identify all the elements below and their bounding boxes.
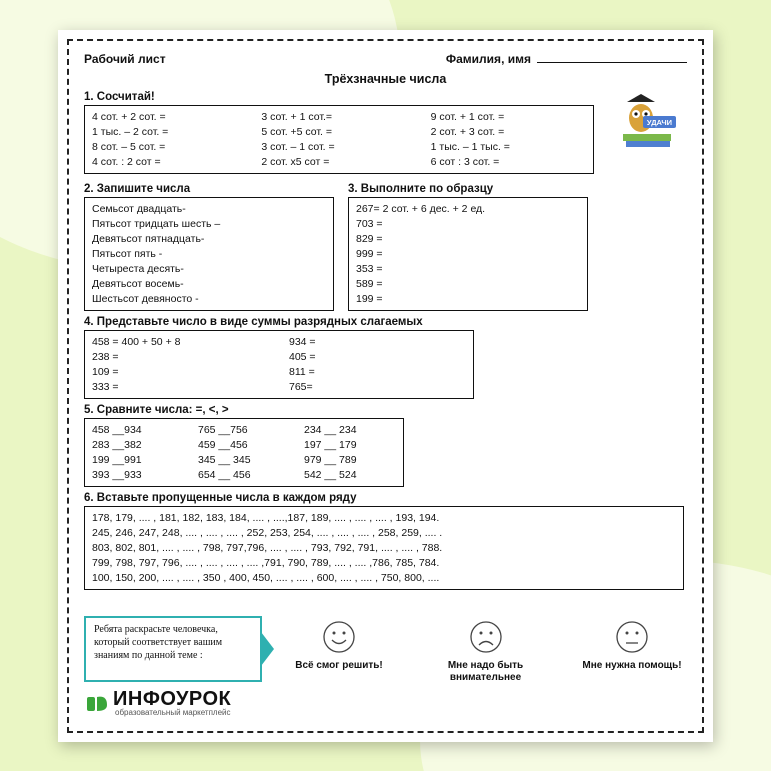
mood-option[interactable]: [431, 620, 541, 684]
task-item: 1 тыс. – 2 сот. =: [92, 126, 169, 138]
task-item: 199 =: [356, 293, 383, 305]
task-item: 199 __991: [92, 454, 142, 466]
task-item: 542 __ 524: [304, 469, 357, 481]
task-item: 8 сот. – 5 сот. =: [92, 141, 166, 153]
task-item: 803, 802, 801, .... , .... , 798, 797,796, .... , .... , 793, 792, 791, .... , .... , 788.: [92, 542, 443, 554]
mood-faces: [284, 620, 687, 684]
task-item: 458 = 400 + 50 + 8: [92, 336, 181, 348]
task-item: 2 сот. + 3 сот. =: [430, 126, 505, 138]
section-1-title: 1. Сосчитай!: [84, 91, 155, 103]
task-item: 589 =: [356, 278, 383, 290]
task-item: 459 __456: [198, 439, 248, 451]
section-3-box: [348, 197, 588, 311]
task-item: Шестьсот девяносто -: [92, 293, 199, 305]
infourok-logo: [86, 688, 231, 717]
badge-text: УДАЧИ: [646, 118, 673, 127]
task-item: 100, 150, 200, .... , .... , 350 , 400, 450, .... , .... , 600, .... , .... , 750, 800, ....: [92, 572, 440, 584]
self-assessment-panel: [84, 616, 687, 720]
task-item: 4 сот. + 2 сот. =: [92, 111, 166, 123]
task-item: 765 __756: [198, 424, 248, 436]
task-item: 3 сот. + 1 сот.=: [261, 111, 333, 123]
mood-option[interactable]: [577, 620, 687, 684]
task-item: 3 сот. – 1 сот. =: [261, 141, 335, 153]
task-item: Семьсот двадцать-: [92, 203, 186, 215]
section-3-title: 3. Выполните по образцу: [348, 183, 494, 195]
task-item: 5 сот. +5 сот. =: [261, 126, 333, 138]
mood-caption: Мне надо быть внимательнее: [447, 660, 524, 683]
leaf-logo-icon: [86, 692, 108, 714]
sad-face-icon: [469, 620, 503, 654]
task-item: 353 =: [356, 263, 383, 275]
task-item: Пятьсот пять -: [92, 248, 163, 260]
task-item: 333 =: [92, 381, 119, 393]
section-1-box: [84, 105, 594, 174]
task-item: 4 сот. : 2 сот =: [92, 156, 161, 168]
task-item: 458 __934: [92, 424, 142, 436]
task-item: 109 =: [92, 366, 119, 378]
task-item: Пятьсот тридцать шесть –: [92, 218, 221, 230]
task-item: 283 __382: [92, 439, 142, 451]
mood-caption: Мне нужна помощь!: [582, 660, 682, 671]
task-item: 999 =: [356, 248, 383, 260]
section-6-box: [84, 506, 684, 590]
task-item: 405 =: [289, 351, 316, 363]
prompt-line: который соответствует вашим: [94, 637, 223, 648]
logo-tagline: образовательный маркетплейс: [115, 708, 231, 717]
student-name-field[interactable]: Фамилия, имя: [446, 52, 687, 66]
task-item: 703 =: [356, 218, 383, 230]
section-2-box: [84, 197, 334, 311]
task-item: 1 тыс. – 1 тыс. =: [430, 141, 510, 153]
mood-option[interactable]: [284, 620, 394, 684]
worksheet: [58, 30, 713, 742]
task-item: 245, 246, 247, 248, .... , .... , .... , 252, 253, 254, .... , .... , .... , 258, 259, .... .: [92, 527, 443, 539]
task-item: 6 сот : 3 сот. =: [430, 156, 500, 168]
task-item: Четыреста десять-: [92, 263, 184, 275]
task-item: Девятьсот восемь-: [92, 278, 184, 290]
worksheet-title: Трёхзначные числа: [324, 72, 447, 86]
task-item: 765=: [289, 381, 313, 393]
section-5-title: 5. Сравните числа: =, <, >: [84, 404, 229, 416]
task-item: 829 =: [356, 233, 383, 245]
task-item: 238 =: [92, 351, 119, 363]
task-item: 178, 179, .... , 181, 182, 183, 184, .... , ....,187, 189, .... , .... , .... , 193, 194.: [92, 512, 440, 524]
owl-mascot-icon: [615, 90, 679, 150]
task-item: 654 __ 456: [198, 469, 251, 481]
task-item: 345 __ 345: [198, 454, 251, 466]
task-item: Девятьсот пятнадцать-: [92, 233, 205, 245]
mood-caption: Всё смог решить!: [295, 660, 383, 671]
task-item: 934 =: [289, 336, 316, 348]
task-item: 393 __933: [92, 469, 142, 481]
neutral-face-icon: [615, 620, 649, 654]
task-item: 9 сот. + 1 сот. =: [430, 111, 505, 123]
task-item: 799, 798, 797, 796, .... , .... , .... , .... ,791, 790, 789, .... , .... ,786, 785, 784.: [92, 557, 440, 569]
reflection-prompt: [84, 616, 262, 682]
section-4-box: [84, 330, 474, 399]
task-item: 2 сот. х5 сот =: [261, 156, 330, 168]
section-6-title: 6. Вставьте пропущенные числа в каждом ряду: [84, 492, 357, 504]
section-5-box: [84, 418, 404, 487]
section-2-title: 2. Запишите числа: [84, 183, 191, 195]
worksheet-label: Рабочий лист: [84, 52, 166, 66]
logo-name: ИНФОУРОК: [113, 688, 232, 710]
task-item: 267= 2 сот. + 6 дес. + 2 ед.: [356, 203, 486, 215]
worksheet-header: [84, 52, 687, 66]
task-item: 979 __ 789: [304, 454, 357, 466]
section-4-title: 4. Представьте число в виде суммы разрядных слагаемых: [84, 316, 423, 328]
prompt-line: Ребята раскрасьте человечка,: [94, 624, 218, 635]
happy-face-icon: [322, 620, 356, 654]
task-item: 234 __ 234: [304, 424, 357, 436]
task-item: 811 =: [289, 366, 315, 378]
task-item: 197 __ 179: [304, 439, 357, 451]
prompt-line: знаниям по данной теме :: [94, 650, 203, 661]
